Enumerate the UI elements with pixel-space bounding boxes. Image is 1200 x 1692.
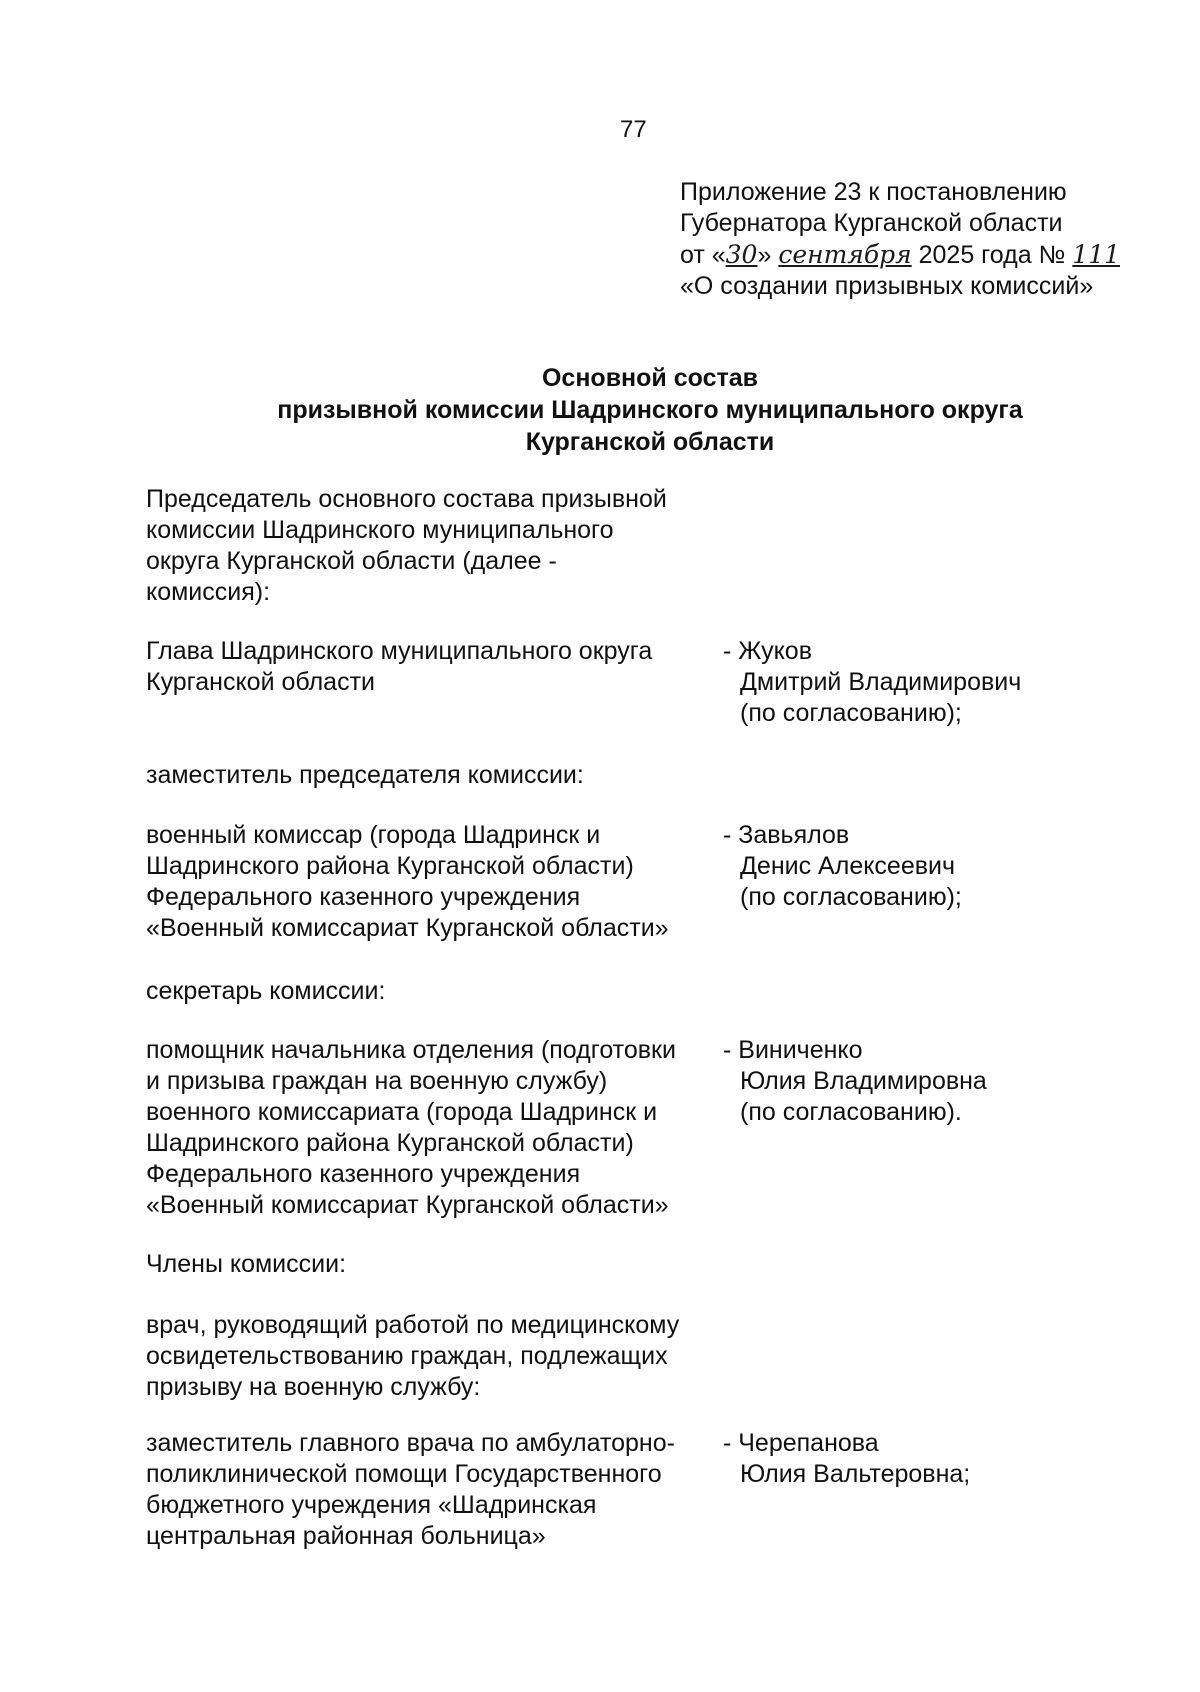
members-heading: Члены комиссии: [146, 1250, 347, 1278]
given-names: Денис Алексеевич [740, 852, 956, 880]
handwritten-day: 30 [725, 240, 758, 269]
deputy-name [723, 820, 1083, 913]
chairman-heading-line: комиссия): [146, 578, 271, 606]
position-line: Глава Шадринского муниципального округа [146, 637, 653, 665]
position-line: бюджетного учреждения «Шадринская [146, 1491, 597, 1519]
given-names: Юлия Владимировна [740, 1067, 987, 1095]
chairman-heading-line: Председатель основного состава призывной [146, 485, 667, 513]
title-line-2: призывной комиссии Шадринского муниципального округа [277, 396, 1023, 424]
position-line: Курганской области [146, 668, 376, 696]
agreement-note: (по согласованию). [740, 1098, 962, 1126]
document-title [200, 362, 1100, 458]
position-line: поликлинической помощи Государственного [146, 1460, 662, 1488]
appendix-line-2: Губернатора Курганской области [680, 209, 1063, 237]
page-number: 77 [620, 116, 647, 143]
position-line: Шадринского района Курганской области) [146, 1129, 634, 1157]
appendix-line-4: «О создании призывных комиссий» [680, 272, 1094, 300]
doctor-heading-line: призыву на военную службу: [146, 1373, 481, 1401]
agreement-note: (по согласованию); [740, 699, 962, 727]
deputy-heading: заместитель председателя комиссии: [146, 761, 584, 789]
position-line: Шадринского района Курганской области) [146, 852, 634, 880]
appendix-line-1: Приложение 23 к постановлению [680, 178, 1067, 206]
chairman-position [146, 636, 706, 698]
surname: - Завьялов [723, 821, 850, 849]
handwritten-month: сентября [778, 240, 912, 269]
appendix-date-mid: » [757, 241, 779, 269]
position-line: «Военный комиссариат Курганской области» [146, 914, 669, 942]
secretary-name [723, 1035, 1083, 1128]
doctor-heading-line: врач, руководящий работой по медицинскому [146, 1311, 680, 1339]
position-line: военного комиссариата (города Шадринск и [146, 1098, 658, 1126]
doctor-name [723, 1428, 1083, 1490]
agreement-note: (по согласованию); [740, 883, 962, 911]
appendix-line-3 [680, 239, 1160, 271]
secretary-position [146, 1035, 706, 1221]
position-line: помощник начальника отделения (подготовки [146, 1036, 676, 1064]
handwritten-number: 111 [1072, 240, 1121, 269]
position-line: военный комиссар (города Шадринск и [146, 821, 601, 849]
deputy-position [146, 820, 706, 944]
position-line: Федерального казенного учреждения [146, 1160, 581, 1188]
surname: - Черепанова [723, 1429, 879, 1457]
appendix-year: 2025 года № [911, 241, 1073, 269]
appendix-block [680, 177, 1160, 302]
position-line: Федерального казенного учреждения [146, 883, 581, 911]
chairman-heading [146, 484, 706, 608]
position-line: центральная районная больница» [146, 1522, 546, 1550]
doctor-position [146, 1428, 706, 1552]
appendix-date-prefix: от « [680, 241, 726, 269]
chairman-name [723, 636, 1083, 729]
secretary-heading: секретарь комиссии: [146, 977, 386, 1005]
position-line: заместитель главного врача по амбулаторно- [146, 1429, 675, 1457]
given-names: Дмитрий Владимирович [740, 668, 1022, 696]
position-line: и призыва граждан на военную службу) [146, 1067, 608, 1095]
title-line-3: Курганской области [525, 428, 775, 456]
position-line: «Военный комиссариат Курганской области» [146, 1191, 669, 1219]
doctor-heading-line: освидетельствованию граждан, подлежащих [146, 1342, 668, 1370]
title-line-1: Основной состав [541, 364, 759, 392]
chairman-heading-line: округа Курганской области (далее - [146, 547, 557, 575]
doctor-heading [146, 1310, 706, 1403]
surname: - Виниченко [723, 1036, 863, 1064]
surname: - Жуков [723, 637, 812, 665]
given-names: Юлия Вальтеровна; [740, 1460, 971, 1488]
chairman-heading-line: комиссии Шадринского муниципального [146, 516, 614, 544]
